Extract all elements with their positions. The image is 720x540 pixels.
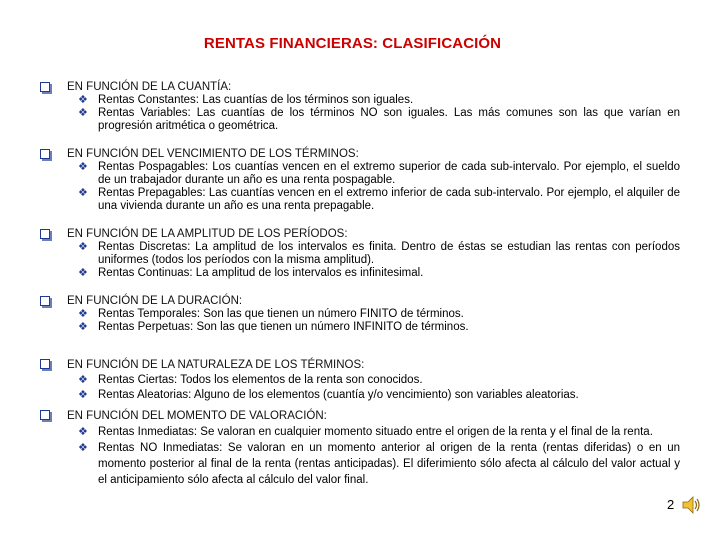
diamond-bullet-icon: ❖ [78,107,88,119]
diamond-bullet-icon: ❖ [78,241,88,253]
section-heading: EN FUNCIÓN DEL MOMENTO DE VALORACIÓN: [67,410,327,422]
section-valoracion [40,408,680,488]
list-item: ❖ Rentas Constantes: Las cuantías de los términos son iguales. [78,94,414,106]
square-bullet-icon [40,296,50,306]
diamond-bullet-icon: ❖ [78,374,88,386]
diamond-bullet-icon: ❖ [78,389,88,401]
section-heading: EN FUNCIÓN DEL VENCIMIENTO DE LOS TÉRMINOS: [67,148,359,160]
speaker-icon[interactable] [680,494,702,516]
section-vencimiento [40,148,680,213]
section-heading: EN FUNCIÓN DE LA DURACIÓN: [67,295,243,307]
section-amplitud [40,228,680,280]
diamond-bullet-icon: ❖ [78,187,88,199]
list-item: ❖ Rentas Discretas: La amplitud de los intervalos es finita. Dentro de éstas se estudian las rentas con períodos uniformes (todos los períodos con la misma amplitud). [78,241,680,266]
list-item: ❖ Rentas Aleatorias: Alguno de los elementos (cuantía y/o vencimiento) son variables aleatorias. [78,389,579,401]
section-cuantia [40,81,680,133]
page-number: 2 [667,497,675,512]
diamond-bullet-icon: ❖ [78,321,88,333]
square-bullet-icon [40,359,50,369]
square-bullet-icon [40,410,50,420]
section-naturaleza [40,358,680,403]
list-item: ❖ Rentas Perpetuas: Son las que tienen un número INFINITO de términos. [78,321,469,333]
list-item: ❖ Rentas Prepagables: Las cuantías vencen en el extremo inferior de cada sub-intervalo. Por ejemplo, el alquiler de una vivienda durante un año es una renta prepagable. [78,187,680,212]
list-item: ❖ Rentas NO Inmediatas: Se valoran en un momento anterior al origen de la renta (rentas diferidas) o en un momento posterior al final de la renta (rentas anticipadas). El diferimiento sólo afecta al cálculo del valor actual y el anticipamiento sólo afecta al cálculo del valor final. [78,442,680,486]
list-item: ❖ Rentas Ciertas: Todos los elementos de la renta son conocidos. [78,374,423,386]
section-heading: EN FUNCIÓN DE LA AMPLITUD DE LOS PERÍODOS: [67,228,348,240]
list-item: ❖ Rentas Continuas: La amplitud de los intervalos es infinitesimal. [78,267,424,279]
section-duracion [40,295,680,334]
square-bullet-icon [40,149,50,159]
slide-title: RENTAS FINANCIERAS: CLASIFICACIÓN [203,35,502,52]
list-item: ❖ Rentas Pospagables: Los cuantías vencen en el extremo superior de cada sub-intervalo. Por ejemplo, el sueldo de un trabajador durante un año es una renta pospagable. [78,161,680,186]
diamond-bullet-icon: ❖ [78,442,88,454]
diamond-bullet-icon: ❖ [78,161,88,173]
diamond-bullet-icon: ❖ [78,94,88,106]
list-item: ❖ Rentas Temporales: Son las que tienen un número FINITO de términos. [78,308,464,320]
square-bullet-icon [40,82,50,92]
list-item: ❖ Rentas Inmediatas: Se valoran en cualquier momento situado entre el origen de la renta y el final de la renta. [78,426,653,438]
section-heading: EN FUNCIÓN DE LA NATURALEZA DE LOS TÉRMINOS: [67,359,365,371]
diamond-bullet-icon: ❖ [78,308,88,320]
square-bullet-icon [40,229,50,239]
list-item: ❖ Rentas Variables: Las cuantías de los términos NO son iguales. Las más comunes son las que varían en progresión aritmética o geométrica. [78,107,680,132]
section-heading: EN FUNCIÓN DE LA CUANTÍA: [67,81,232,93]
diamond-bullet-icon: ❖ [78,267,88,279]
diamond-bullet-icon: ❖ [78,426,88,438]
